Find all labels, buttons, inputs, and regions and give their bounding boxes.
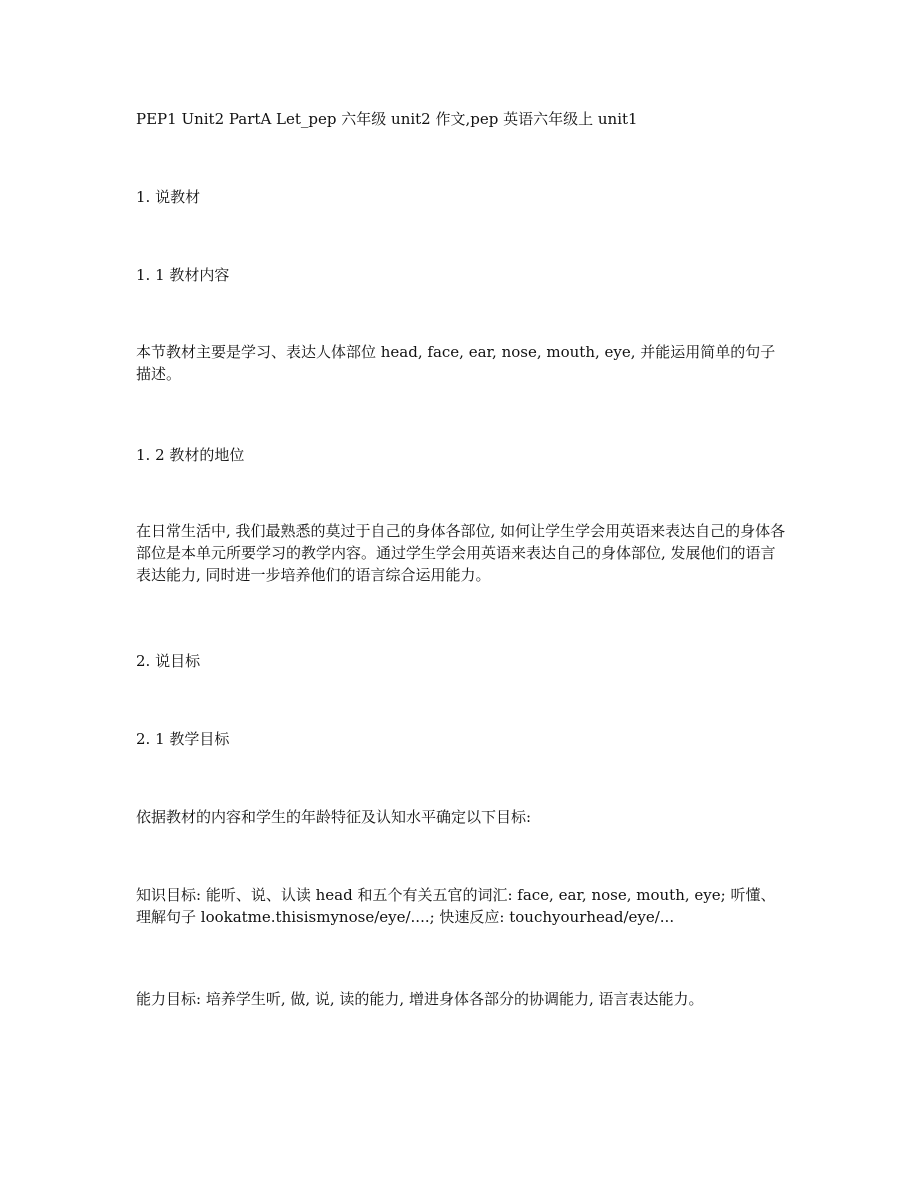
paragraph-ability-goal: 能力目标: 培养学生听, 做, 说, 读的能力, 增进身体各部分的协调能力, 语言表达能力。: [136, 990, 704, 1008]
paragraph-teaching-content: 本节教材主要是学习、表达人体部位 head, face, ear, nose, mouth, eye, 并能运用简单的句子描述。: [136, 343, 776, 383]
subsection-heading-1-2: 1. 2 教材的地位: [136, 446, 245, 464]
document-title: PEP1 Unit2 PartA Let_pep 六年级 unit2 作文,pep 英语六年级上 unit1: [136, 110, 638, 128]
section-heading-1: 1. 说教材: [136, 188, 201, 206]
section-heading-2: 2. 说目标: [136, 652, 201, 670]
subsection-heading-1-1: 1. 1 教材内容: [136, 266, 230, 284]
subsection-heading-2-1: 2. 1 教学目标: [136, 730, 230, 748]
paragraph-goals-intro: 依据教材的内容和学生的年龄特征及认知水平确定以下目标:: [136, 808, 532, 826]
paragraph-knowledge-goal: 知识目标: 能听、说、认读 head 和五个有关五官的词汇: face, ear, nose, mouth, eye; 听懂、理解句子 lookatme.thisismynose/eye/....; 快速反应: touchyourhead/eye/...: [136, 886, 776, 926]
paragraph-teaching-status: 在日常生活中, 我们最熟悉的莫过于自己的身体各部位, 如何让学生学会用英语来表达自己的身体各部位是本单元所要学习的教学内容。通过学生学会用英语来表达自己的身体部位, 发展他们的语言表达能力, 同时进一步培养他们的语言综合运用能力。: [136, 522, 786, 584]
